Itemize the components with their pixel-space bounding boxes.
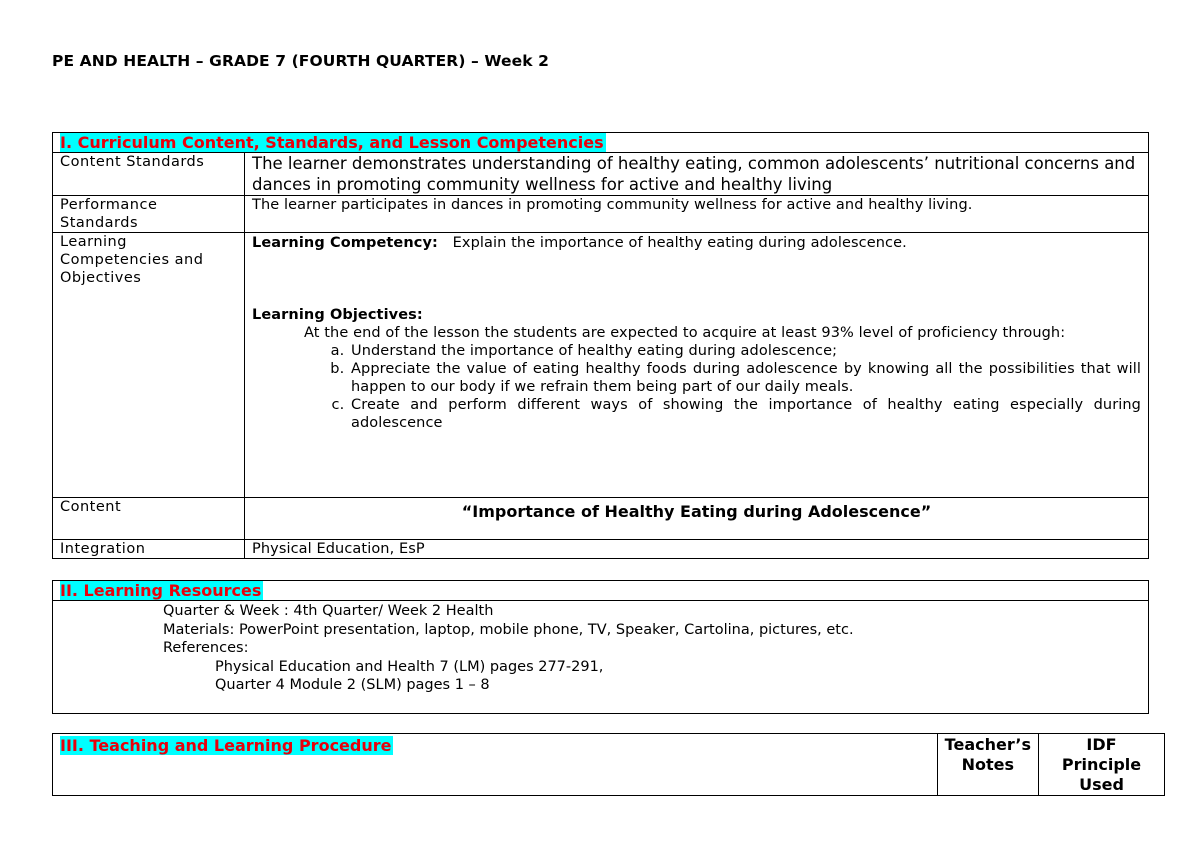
reference-item: Quarter 4 Module 2 (SLM) pages 1 – 8 bbox=[215, 677, 490, 693]
competency-label: Learning Competency: bbox=[252, 235, 438, 251]
content-standards-value: The learner demonstrates understanding of healthy eating, common adolescents’ nutritional concerns and dances in promoting community wellness for active and healthy living bbox=[245, 153, 1149, 196]
curriculum-table bbox=[52, 132, 1149, 559]
materials: Materials: PowerPoint presentation, laptop, mobile phone, TV, Speaker, Cartolina, pictures, etc. bbox=[163, 621, 854, 638]
objectives-label: Learning Objectives: bbox=[252, 307, 423, 323]
quarter-week: Quarter & Week : 4th Quarter/ Week 2 Health bbox=[163, 603, 494, 619]
learning-resources-table bbox=[52, 580, 1149, 714]
teachers-notes-header: Teacher’s Notes bbox=[937, 734, 1038, 796]
section2-header-cell bbox=[53, 581, 1149, 601]
idf-principle-header: IDF Principle Used bbox=[1039, 734, 1165, 796]
performance-standards-label: Performance Standards bbox=[53, 196, 245, 233]
objective-item-a: a. Understand the importance of healthy eating during adolescence; bbox=[349, 342, 1141, 360]
objectives-intro: At the end of the lesson the students are expected to acquire at least 93% level of proficiency through: bbox=[304, 325, 1066, 341]
competency-value: Explain the importance of healthy eating during adolescence. bbox=[452, 235, 907, 251]
reference-item: Physical Education and Health 7 (LM) pages 277-291, bbox=[215, 658, 604, 675]
document-title: PE AND HEALTH – GRADE 7 (FOURTH QUARTER) – Week 2 bbox=[52, 52, 550, 70]
performance-standards-value: The learner participates in dances in promoting community wellness for active and healthy living. bbox=[245, 196, 1149, 233]
resources-cell bbox=[53, 601, 1149, 714]
content-label: Content bbox=[53, 498, 245, 540]
objectives-list bbox=[252, 342, 1141, 432]
section1-header-cell bbox=[53, 133, 1149, 153]
section2-heading: II. Learning Resources bbox=[60, 581, 262, 600]
content-title: “Importance of Healthy Eating during Adolescence” bbox=[245, 498, 1149, 540]
references-label: References: bbox=[163, 640, 249, 656]
competencies-label: Learning Competencies and Objectives bbox=[53, 233, 245, 498]
integration-value: Physical Education, EsP bbox=[245, 540, 1149, 559]
content-standards-label: Content Standards bbox=[53, 153, 245, 196]
section3-header-cell bbox=[53, 734, 938, 796]
objective-item-c: c. Create and perform different ways of showing the importance of healthy eating especially during adolescence bbox=[349, 396, 1141, 432]
integration-label: Integration bbox=[53, 540, 245, 559]
section1-heading: I. Curriculum Content, Standards, and Lesson Competencies bbox=[60, 133, 604, 152]
procedure-table bbox=[52, 733, 1165, 796]
objective-item-b: b. Appreciate the value of eating healthy foods during adolescence by knowing all the possibilities that will happen to our body if we refrain them being part of our daily meals. bbox=[349, 360, 1141, 396]
competency-line bbox=[252, 233, 1141, 252]
section3-heading: III. Teaching and Learning Procedure bbox=[60, 736, 392, 755]
competencies-cell bbox=[245, 233, 1149, 498]
